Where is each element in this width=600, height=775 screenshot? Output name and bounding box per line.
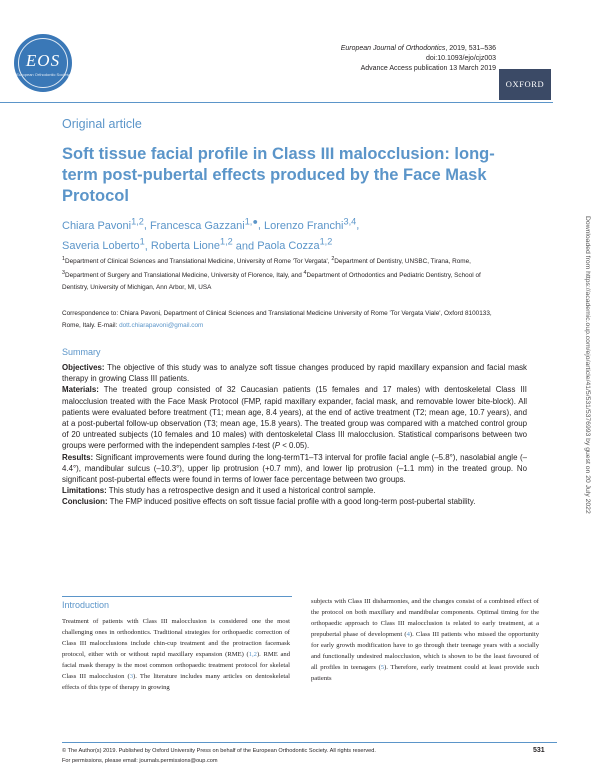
journal-info: [341, 44, 496, 74]
doi[interactable]: doi:10.1093/ejo/cjz003: [425, 55, 496, 62]
email-link[interactable]: dott.chiarapavoni@gmail.com: [119, 321, 204, 329]
logo-text: EOS: [25, 51, 61, 70]
advance-access: Advance Access publication 13 March 2019: [360, 65, 496, 72]
citation-link[interactable]: 1,2: [248, 651, 257, 658]
citation-link[interactable]: 4: [406, 631, 410, 638]
journal-citation: , 2019, 531–536: [445, 45, 496, 52]
journal-name: European Journal of Orthodontics: [340, 45, 446, 52]
citation-link[interactable]: 3: [129, 673, 134, 680]
summary-heading: Summary: [62, 347, 101, 357]
footer-divider: [62, 742, 557, 743]
copyright-line: © The Author(s) 2019. Published by Oxford University Press on behalf of the European Orthodontic Society. All rights reserved.: [62, 748, 376, 754]
affiliations: $^1$Department of Clinical Sciences and Translational Medicine, University of Rome 'Tor Vergata', $^2$Department of Dentistry, UNSBC, Tirana, Rome, $^3$Department of Surgery and Translational Medicine, University of Florence, Italy, and $^4$Department of Orthodontics and Pediatric Dentistry, School of Dentistry, University of Michigan, Ann Arbor, MI, USA: [62, 256, 481, 291]
article-title: Soft tissue facial profile in Class III malocclusion: long-term post-pubertal effects produced by the Face Mask Protocol: [62, 145, 495, 205]
page-number: 531: [533, 747, 545, 754]
header-divider: [0, 102, 553, 103]
permissions-line: For permissions, please email: journals.permissions@oup.com: [62, 758, 218, 764]
oxford-logo: OXFORD: [499, 69, 551, 100]
author[interactable]: Saveria Loberto$^1$: [62, 236, 145, 253]
summary-limitations: Limitations: This study has a retrospective design and it used a historical control sample.: [62, 486, 376, 496]
author[interactable]: Paola Cozza$^{1,2}$: [257, 236, 333, 253]
intro-left-column: Treatment of patients with Class III malocclusion is considered one the most challenging ones in orthodontics. Traditional strategies for orthopaedic correction of Class III malocclusions include chin-cup treatment and the protraction facemask protocol, either with or without rapid maxillary expansion (RME) (1,2). RME and facial mask therapy is the most common orthopaedic treatment protocol for skeletal Class III malocclusion (3). The literature includes many articles on dentoskeletal effects of this type of therapy in growing: [62, 618, 290, 691]
summary-results: Results: Significant improvements were found during the long-termT1–T3 interval for profile facial angle (–5.8°), nasolabial angle (–4.4°), mandibular sulcus (–10.3°), upper lip protrusion (+0.7 mm), and lower lip protrusion (–1.1 mm) in the treated group. No significant post-pubertal effects were found in terms of lower face percentage between two groups.: [62, 452, 527, 485]
correspondence: Correspondence to: Chiara Pavoni, Department of Clinical Sciences and Translational Medicine University of Rome 'Tor Vergata Viale', Oxford 8100133, Rome, Italy. E-mail: dott.chiarapavoni@gmail.com: [62, 310, 492, 329]
journal-citation-line: [341, 44, 496, 54]
author[interactable]: Roberta Lione$^{1,2}$: [150, 236, 233, 253]
download-note: [580, 216, 590, 556]
article-type: Original article: [62, 117, 142, 131]
intro-divider: [62, 596, 292, 597]
logo-subtext: European Orthodontic Society: [16, 72, 70, 77]
citation-link[interactable]: 5: [380, 664, 385, 671]
summary-conclusion: Conclusion: The FMP induced positive effects on soft tissue facial profile with a good long-term post-pubertal stability.: [62, 497, 476, 507]
summary-body: [62, 362, 527, 508]
author-list: Chiara Pavoni$^{1,2}$, Francesca Gazzani$^{1,●}$, Lorenzo Franchi$^{3,4}$, Saveria Loberto$^1$, Roberta Lione$^{1,2}$ and Paola Cozza$^{1,2}$: [62, 216, 360, 253]
author[interactable]: Lorenzo Franchi$^{3,4}$: [264, 216, 357, 232]
eos-logo: [14, 34, 72, 92]
author[interactable]: Chiara Pavoni$^{1,2}$: [62, 216, 144, 232]
copyright-notice: [62, 746, 376, 766]
author[interactable]: Francesca Gazzani$^{1,●}$: [149, 216, 258, 232]
summary-materials: Materials: The treated group consisted of 32 Caucasian patients (15 females and 17 males) with dentoskeletal Class III malocclusion treated with the Face Mask Protocol (FMP, rapid maxillary expander, facial mask, and removable lower bite-block). All patients were evaluated before treatment (T1; mean age, 8.4 years), at the end of active treatment (T2; mean age, 10.7 years), and at a post-pubertal follow-up observation (T3; mean age, 15.8 years). The treated group was compared with a matched control group of 20 untreated subjects (10 females and 10 males) with dentoskeletal Class III malocclusion. Statistical comparisons between two groups were performed with the independent samples t-test (P < 0.05).: [62, 385, 527, 451]
intro-heading: Introduction: [62, 600, 110, 610]
download-note-text: Downloaded from https://academic.oup.com/ejo/article/41/5/531/5376993 by guest on 20 July 2022: [584, 216, 591, 514]
summary-objectives: Objectives: The objective of this study was to analyze soft tissue changes produced by rapid maxillary expansion and facial mask therapy in growing Class III patients.: [62, 363, 527, 384]
intro-right-column: subjects with Class III disharmonies, and the changes consist of a combined effect of the protocol on both maxillary and mandibular components. Optimal timing for the orthopaedic approach to Class III malocclusion is related to early treatment, at a prepubertal phase of development (4). Class III patients who missed the opportunity for early growth modification have to go through their teenage years with a socially and functionally undesired malocclusion, which is shown to be the least favoured of all profiles in teenagers (5). Therefore, early treatment could at least provide such patients: [311, 598, 540, 682]
